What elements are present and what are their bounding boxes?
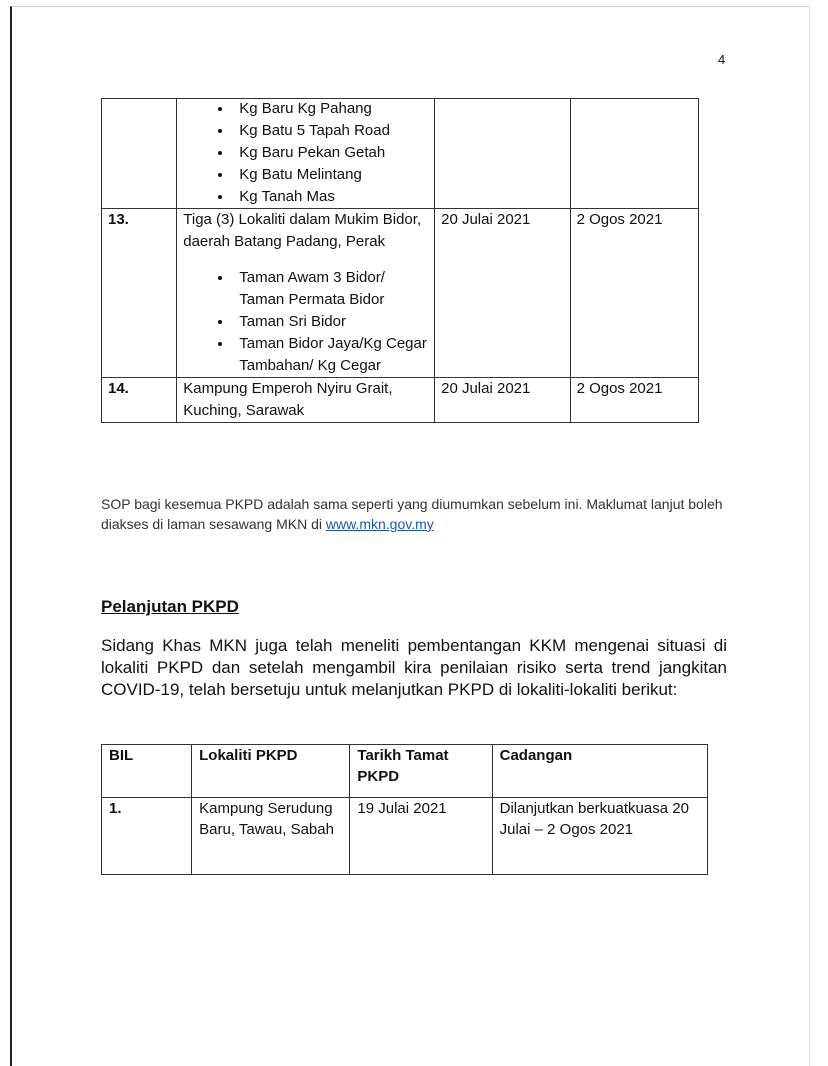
locality-cell: Kampung Emperoh Nyiru Grait, Kuching, Sarawak (177, 378, 435, 423)
end-date-cell: 19 Julai 2021 (350, 798, 492, 875)
table-row (102, 99, 699, 209)
table-header-row (102, 745, 708, 798)
list-item: • Kg Baru Pekan Getah (233, 142, 428, 164)
list-item: • Kg Tanah Mas (233, 186, 428, 208)
header-cell: Lokaliti PKPD (192, 745, 350, 798)
list-item: • Kg Baru Kg Pahang (233, 98, 428, 120)
sop-note (101, 494, 731, 534)
locality-text: Tiga (3) Lokaliti dalam Mukim Bidor, daerah Batang Padang, Perak (183, 211, 422, 250)
table-row (102, 378, 699, 423)
list-item: • Taman Sri Bidor (233, 311, 428, 333)
header-cell: Tarikh Tamat PKPD (350, 745, 492, 798)
section-heading: Pelanjutan PKPD (101, 597, 239, 616)
table-row (102, 798, 708, 875)
bil-cell: 14. (102, 378, 177, 423)
locality-cell (177, 99, 435, 209)
list-item: • Kg Batu Melintang (233, 164, 428, 186)
recommendation-cell: Dilanjutkan berkuatkuasa 20 Julai – 2 Ogos 2021 (492, 798, 707, 875)
locality-list (183, 98, 428, 208)
bil-cell (102, 99, 177, 209)
list-item: • Taman Bidor Jaya/Kg Cegar Tambahan/ Kg Cegar (233, 333, 428, 377)
end-date-cell (570, 99, 698, 209)
extension-table (101, 744, 708, 875)
start-date-cell (435, 99, 570, 209)
locality-cell (177, 209, 435, 378)
bil-cell: 13. (102, 209, 177, 378)
list-item: • Kg Batu 5 Tapah Road (233, 120, 428, 142)
locality-cell: Kampung Serudung Baru, Tawau, Sabah (192, 798, 350, 875)
page-number: 4 (718, 52, 726, 67)
table-row (102, 209, 699, 378)
localities-table (101, 98, 699, 423)
start-date-cell: 20 Julai 2021 (435, 209, 570, 378)
list-item: • Taman Awam 3 Bidor/ Taman Permata Bidor (233, 267, 428, 311)
header-cell: BIL (102, 745, 192, 798)
end-date-cell: 2 Ogos 2021 (570, 209, 698, 378)
body-paragraph: Sidang Khas MKN juga telah meneliti pembentangan KKM mengenai situasi di lokaliti PKPD dan setelah mengambil kira penilaian risiko serta trend jangkitan COVID-19, telah bersetuju untuk melanjutkan PKPD di lokaliti-lokaliti berikut: (101, 636, 727, 699)
header-cell: Cadangan (492, 745, 707, 798)
sop-note-text: SOP bagi kesemua PKPD adalah sama seperti yang diumumkan sebelum ini. Maklumat lanjut boleh diakses di laman sesawang MKN di (101, 496, 723, 532)
end-date-cell: 2 Ogos 2021 (570, 378, 698, 423)
locality-list (183, 267, 428, 377)
bil-cell: 1. (102, 798, 192, 875)
start-date-cell: 20 Julai 2021 (435, 378, 570, 423)
mkn-website-link[interactable]: www.mkn.gov.my (325, 516, 434, 532)
